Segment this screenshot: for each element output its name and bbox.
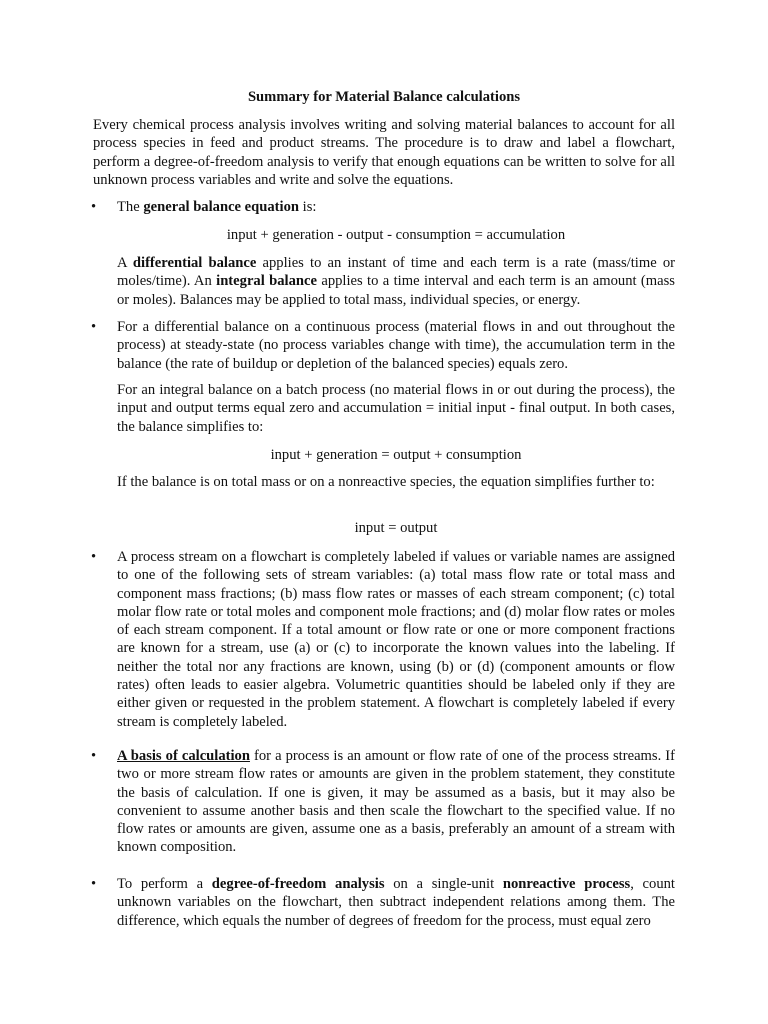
simplified-balance-equation: input + generation = output + consumption [270,447,522,463]
nonreactive-paragraph: If the balance is on total mass or on a nonreactive species, the equation simplifies further to: [117,474,655,490]
stream-labeling-paragraph: A process stream on a flowchart is completely labeled if values or variable names are assigned to one of the following sets of stream variables: (a) total mass flow rate or total mass and component mass fractions; (b) mass flow rates or masses of each stream component; (c) total molar flow rate or total moles and component mole fractions; and (d) molar flow rates or moles of each stream component. If a total amount or flow rate or one or more component fractions are known for a stream, use (a) or (c) to incorporate the known values into the labeling. If neither the total nor any fractions are known, using (b) or (d) (component amounts or flow rates) often leads to easier algebra. Volumetric quantities should be labeled only if they are either given or requested in the problem statement. A flowchart is completely labeled if every stream is completely labeled. [117,549,675,730]
differential-integral-paragraph: A differential balance applies to an instant of time and each term is a rate (mass/time or moles/time). An integral balance applies to a time interval and each term is an amount (mass or moles). Balances may be applied to total mass, individual species, or energy. [117,255,675,308]
bullet-icon: • [91,199,97,215]
degree-of-freedom-paragraph: To perform a degree-of-freedom analysis on a single-unit nonreactive process, count unknown variables on the flowchart, then subtract independent relations among them. The difference, which equals the number of degrees of freedom for the process, must equal zero [117,876,675,929]
steady-state-paragraph: For a differential balance on a continuous process (material flows in and out throughout the process) at steady-state (no process variables change with time), the accumulation term in the balance (the rate of buildup or depletion of the balanced species) equals zero. [117,319,675,372]
bullet-icon: • [91,876,97,892]
batch-process-paragraph: For an integral balance on a batch process (no material flows in or out during the process), the input and output terms equal zero and accumulation = initial input - final output. In both cases, the balance simplifies to: [117,382,675,435]
intro-paragraph: Every chemical process analysis involves writing and solving material balances to account for all process species in feed and product streams. The procedure is to draw and label a flowchart, perform a degree-of-freedom analysis to verify that enough equations can be written to solve for all unknown process variables and write and solve the equations. [93,117,675,188]
nonreactive-process-term: nonreactive process [502,876,631,892]
basis-paragraph: A basis of calculation for a process is an amount or flow rate of one of the process streams. If two or more stream flow rates or amounts are given in the problem statement, they constitute the basis of calculation. If one is given, it may be assumed as a basis, but it may also be convenient to assume another basis and then scale the flowchart to the specified value. If no flow rates or amounts are given, assume one as a basis, preferably an amount of a stream with known composition. [117,748,675,856]
basis-of-calculation-term: A basis of calculation [117,748,250,764]
bullet-icon: • [91,748,97,764]
general-balance-equation: input + generation - output - consumption = accumulation [226,227,566,243]
bullet-icon: • [91,319,97,335]
bullet-icon: • [91,549,97,565]
degree-of-freedom-term: degree-of-freedom analysis [211,876,385,892]
input-output-equation: input = output [354,520,438,536]
general-balance-term: general balance equation [143,199,300,215]
general-balance-line: The general balance equation is: [117,199,317,215]
differential-balance-term: differential balance [132,255,257,271]
document-title: Summary for Material Balance calculations [247,89,521,105]
integral-balance-term: integral balance [216,273,317,290]
